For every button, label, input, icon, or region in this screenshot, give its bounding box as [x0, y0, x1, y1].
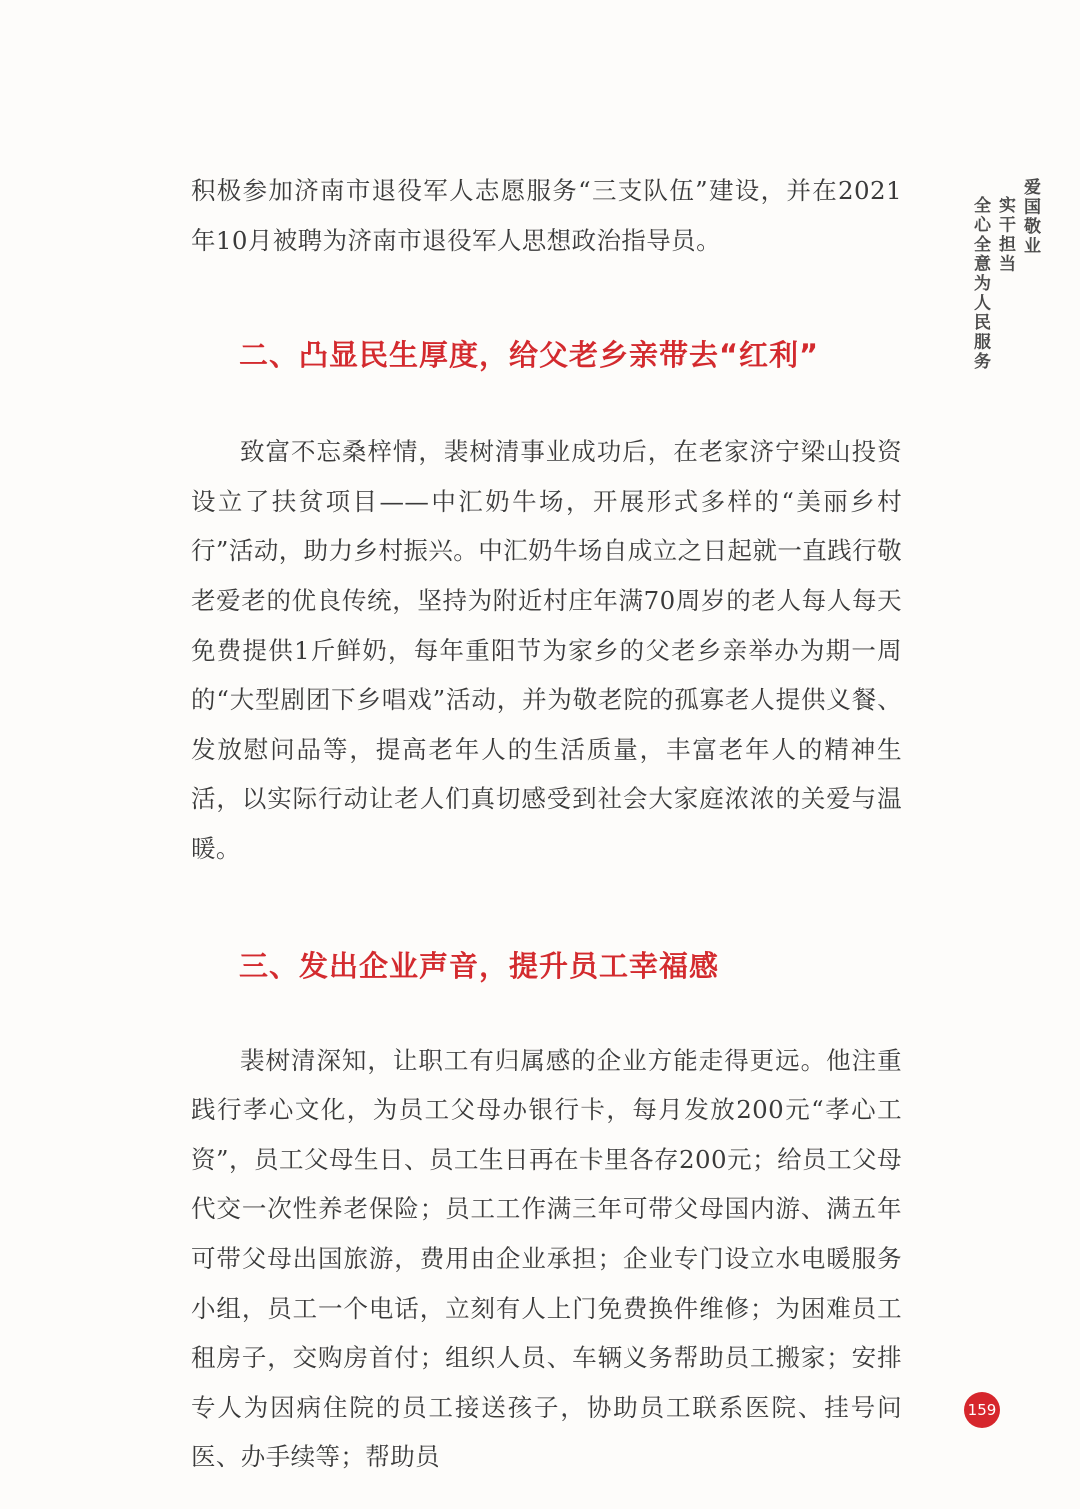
paragraph-2: 致富不忘桑梓情，裴树清事业成功后，在老家济宁梁山投资设立了扶贫项目——中汇奶牛场，开展形式多样的“美丽乡村行”活动，助力乡村振兴。中汇奶牛场自成立之日起就一直践行敬老爱老的优良传统，坚持为附近村庄年满70周岁的老人每人每天免费提供1斤鲜奶，每年重阳节为家乡的父老乡亲举办为期一周的“大型剧团下乡唱戏”活动，并为敬老院的孤寡老人提供义餐、发放慰问品等，提高老年人的生活质量，丰富老年人的精神生活，以实际行动让老人们真切感受到社会大家庭浓浓的关爱与温暖。 [191, 437, 902, 863]
running-title-part-1: 爱国敬业 [1020, 178, 1040, 256]
paragraph-1: 积极参加济南市退役军人志愿服务“三支队伍”建设，并在2021年10月被聘为济南市退役军人思想政治指导员。 [191, 176, 902, 255]
section-heading-3: 三、发出企业声音，提升员工幸福感 [239, 948, 720, 983]
running-title-part-2: 实干担当 [995, 196, 1015, 274]
section-heading-2: 二、凸显民生厚度，给父老乡亲带去“红利” [239, 338, 820, 373]
running-title-part-3: 全心全意为人民服务 [970, 196, 990, 372]
main-content [191, 166, 902, 1482]
paragraph-3: 裴树清深知，让职工有归属感的企业方能走得更远。他注重践行孝心文化，为员工父母办银行卡，每月发放200元“孝心工资”，员工父母生日、员工生日再在卡里各存200元；给员工父母代交一次性养老保险；员工工作满三年可带父母国内游、满五年可带父母出国旅游，费用由企业承担；企业专门设立水电暖服务小组，员工一个电话，立刻有人上门免费换件维修；为困难员工租房子，交购房首付；组织人员、车辆义务帮助员工搬家；安排专人为因病住院的员工接送孩子，协助员工联系医院、挂号问医、办手续等；帮助员 [191, 1045, 902, 1472]
page-number-badge [964, 1392, 1000, 1428]
page-number: 159 [967, 1401, 997, 1419]
vertical-running-title [968, 178, 1043, 372]
